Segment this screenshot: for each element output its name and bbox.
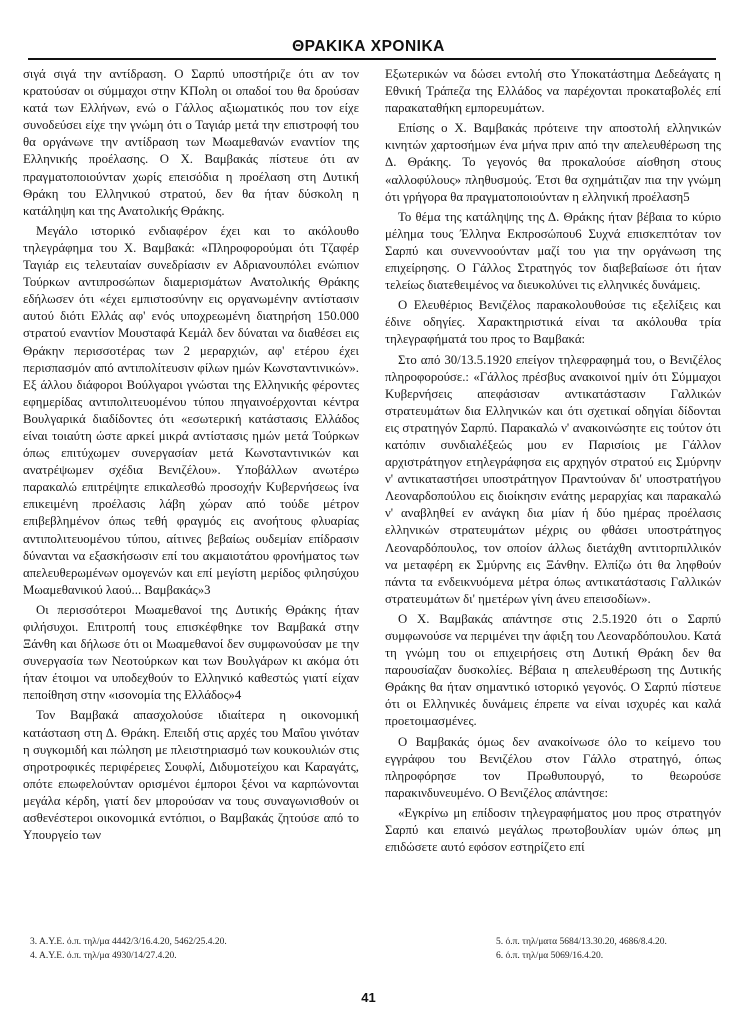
paragraph: Το θέμα της κατάληψης της Δ. Θράκης ήταν βέβαια το κύριο μέλημα τους Έλληνα Εκπροσώπου6 Συχνά επισκεπτόταν τον Σαρπύ και συνεννοούνταν μαζί του για την οργάνωση της επιχείρησης. Ο Γάλλος Στρατηγός τον διαβεβαίωσε ότι ήταν τελείως διατεθειμένος να διευκολύνει τις ελληνικές δυνάμεις. — [385, 209, 721, 293]
footnotes-left — [30, 936, 350, 963]
paragraph: Ο Χ. Βαμβακάς απάντησε στις 2.5.1920 ότι ο Σαρπύ συμφωνούσε να περιμένει την άφιξη του Λεοναρδόπουλου. Κατά τη γνώμη του οι επιχειρήσεις στη Δυτική Θράκη δεν θα παρουσίαζαν δυσκολίες. Βέβαια η απελευθέρωση της Δυτικής Θράκης θα ήταν σημαντικό ιστορικό γεγονός. Ο Σαρπύ πίστευε ότι οι Ελληνικές δυνάμεις έπρεπε να είναι ισχυρές και καλά προετοιμασμένες. — [385, 611, 721, 729]
footnote: 4. Α.Υ.Ε. ό.π. τηλ/μα 4930/14/27.4.20. — [30, 950, 177, 961]
paragraph: Μεγάλο ιστορικό ενδιαφέρον έχει και το ακόλουθο τηλεγράφημα του Χ. Βαμβακά: «Πληροφορούμαι ότι Τζαφέρ Ταγιάρ εις τελευταίαν συνεδρίασιν εν Αδριανουπόλει ενώπιον Τούρκων αντιπροσώπων διαμερισμάτων Ανατολικής Θράκης εδήλωσεν ότι «έχει εμπιστοσύνην εις οργανωμένην αντίστασιν αυτού διότι Ελλάς αφ' ενός υποχρεωμένη διατηρήση 150.000 στρατού εναντίον Μουσταφά Κεμάλ δεν δύναται να διαθέσει εις Θράκην περισσοτέρας των 2 μεραρχιών, αφ' ετέρου έχει περισπασμόν από αντιπολίτευσιν φίλων ημών Κωνσταντινικών». Εξ άλλου διάφοροι Βούλγαροι γνώσται της Ελληνικής φέροντες εφημερίδας αντιπολιτευομένου τύπου πηγαινοέρχονται κέντρα Βουλγαρικά διαδίδοντες ότι «εσωτερική κατάστασις Ελλάδος είναι τοιαύτη ώστε αρκεί μικρά αντίστασις ημών μετά Τούρκων όπως επιτύχωμεν συνεργασίαν μετά Κωνσταντινικών και ανατρέψωμεν σχέδια Βενιζέλου». Υποβάλλων ανωτέρω παρακαλώ επιτρέψητε επικαλεσθώ προσοχήν Κυβερνήσεως ίνα επικειμένη προέλασις λάβη χώραν από τούδε μέτρον επιβεβλημένον όπως τεθή φραγμός εις ανοήτους φλυαρίας αντιπολιτευομένου τύπου, αίτινες βεβαίως ουδεμίαν επίδρασιν δύνανται να εξασκήσωσιν επί του ακμαιοτάτου φρονήματος των απελευθερωμένων ομογενών και επί μεγίστη μερίδος φιλησύχου Μωαμεθανικού λαού... Βαμβακάς»3 — [23, 223, 359, 597]
page-number: 41 — [361, 990, 376, 1005]
footnote: 6. ό.π. τηλ/μα 5069/16.4.20. — [496, 950, 604, 961]
paragraph: Στο από 30/13.5.1920 επείγον τηλεφραφημά του, ο Βενιζέλος πληροφορούσε.: «Γάλλος πρέσβυς ανακοινοί ημίν ότι Σύμμαχοι Κυβερνήσεις απεφάσισαν αντικατάστασιν Γαλλικών στρατευμάτων δια Ελληνικών και ότι σχετικαί οδηγίαι δίδονται εις στρατηγόν Σαρπύ. Παρακαλώ ν' ανακοινώσητε εις τούτον ότι κατόπιν συνδιαλέξεώς μου εν Παρισίοις με Γάλλον αρχιστράτηγον ετηλεγράφησα εις αρχηγόν στρατού εις Σμύρνην ν' αντικαταστήσει υποστράτηγον Πραντούναν δι' υποστρατήγου Λεοναρδοπούλου εις διοίκησιν ενάτης μεραρχίας και παρακαλώ ν' αναβληθεί εν ανάγκη δια μίαν ή δύο ημέρας προέλασις ελληνικών στρατευμάτων μέχρις ου φθάσει υποστράτηγος Λεοναρδόπουλος, τον οποίον άλλως διετάχθη αντιτορπιλλικόν να μεταφέρη εκ Σμύρνης εις Ξάνθην. Ελπίζω ότι θα ληφθούν πάντα τα ενδεικνυόμενα μέτρα όπως αντικατάστασις Γαλλικών στρατευμάτων δι' ημετέρων γίνη άνευ επεισοδίων». — [385, 352, 721, 606]
page-header — [0, 0, 737, 60]
paragraph: Τον Βαμβακά απασχολούσε ιδιαίτερα η οικονομική κατάσταση στη Δ. Θράκη. Επειδή στις αρχές του Μαΐου γινόταν η συγκομιδή και πώληση με πλειστηριασμό των κουκουλιών στις σηροτροφικές περιφέρειες Σουφλί, Διδυμοτείχου και Καραγάτς, οπότε επωφελούνταν ορισμένοι έμποροι ξένοι να καρπώνονται μεγάλα κέρδη, γιατί δεν μπορούσαν να τους συναγωνισθούν οι ασθενέστεροι οικονομικά εντόπιοι, ο Βαμβακάς ζητούσε από το Υπουργείο των — [23, 708, 359, 843]
paragraph: Ο Ελευθέριος Βενιζέλος παρακολουθούσε τις εξελίξεις και έδινε οδηγίες. Χαρακτηριστικά είναι τα ακόλουθα τρία τηλεγραφήματά του προς το Βαμβακά: — [385, 298, 721, 347]
right-column — [385, 66, 721, 916]
left-column — [23, 66, 359, 916]
paragraph: «Εγκρίνω μη επίδοσιν τηλεγραφήματος μου προς στρατηγόν Σαρπύ και επαινώ μεγάλως πρωτοβουλίαν υμών όπως μη επιδώσετε αυτό εφόσον εστηρίζετο επί — [385, 805, 721, 855]
header-rule — [28, 58, 716, 60]
footnotes-right — [496, 936, 726, 963]
running-title: ΘΡΑΚΙΚΑ ΧΡΟΝΙΚΑ — [292, 38, 445, 55]
paragraph: Ο Βαμβακάς όμως δεν ανακοίνωσε όλο το κείμενο του εγγράφου του Βενιζέλου στον Γάλλο στρατηγό, όπως πληροφόρησε τον Πρωθυπουργό, το θεωρούσε παρακινδυνευμένο. Ο Βενιζέλος απάντησε: — [385, 734, 721, 800]
paragraph: Εξωτερικών να δώσει εντολή στο Υποκατάστημα Δεδεάγατς η Εθνική Τράπεζα της Ελλάδος να παρέχονται προκαταβολές επί παρακαταθήκη εμπορευμάτων. — [385, 67, 721, 116]
paragraph: Οι περισσότεροι Μωαμεθανοί της Δυτικής Θράκης ήταν φιλήσυχοι. Επιτροπή τους επισκέφθηκε τον Βαμβακά στην Ξάνθη και δήλωσε ότι οι Μωαμεθανοί δεν συμφωνούσαν με την συνεργασία των Νεοτούρκων και των Βουλγάρων κι ακόμα ότι ήταν έτοιμοι να υποδεχθούν το Ελληνικό καθεστώς γιατί είχαν πεποίθηση στην «ισονομία της Ελλάδος»4 — [23, 602, 359, 703]
paragraph: σιγά σιγά την αντίδραση. Ο Σαρπύ υποστήριζε ότι αν τον κρατούσαν οι σύμμαχοι στην ΚΠολη οι οπαδοί του θα δρούσαν κατά των Ελλήνων, ενώ ο Γάλλος αξιωματικός που τον είχε συνοδεύσει είχε την γνώμη ότι ο Ταγιάρ μετά την επιστροφή του θα οργάνωνε την αντίδραση των Μωαμεθανών εναντίον της Ελληνικής προέλασης. Ο Χ. Βαμβακάς πίστευε ότι αν πραγματοποιούνταν χωρίς επεισόδια η προέλαση στη Δυτική Θράκη του Ελληνικού στρατού, δεν θα ήταν δύσκολη η κατάληψη και της Ανατολικής Θράκης. — [23, 67, 359, 218]
footnote: 3. Α.Υ.Ε. ό.π. τηλ/μα 4442/3/16.4.20, 5462/25.4.20. — [30, 937, 227, 947]
paragraph: Επίσης ο Χ. Βαμβακάς πρότεινε την αποστολή ελληνικών κινητών χαρτοσήμων ένα μήνα πριν από την απελευθέρωση της Δ. Θράκης. Το γεγονός θα προκαλούσε αίσθηση στους «αλλοφύλους» πληθυσμούς. Έτσι θα σχημάτιζαν πια την γνώμη ότι γρήγορα θα πραγματοποιούνταν η ελληνική προέλαση5 — [385, 121, 721, 204]
footnote: 5. ό.π. τηλ/ματα 5684/13.30.20, 4686/8.4.20. — [496, 937, 667, 947]
